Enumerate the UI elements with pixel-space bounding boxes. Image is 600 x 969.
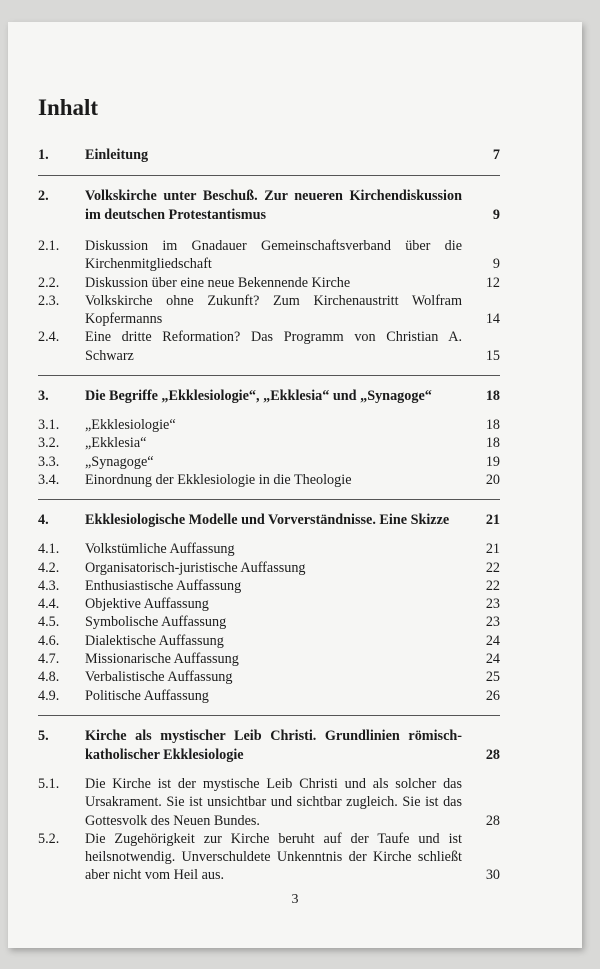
- entry-title: Symbolische Auffassung: [85, 614, 227, 631]
- entry-page: 18: [485, 388, 500, 405]
- table-of-contents: [38, 146, 500, 885]
- entry-title: Die Begriffe „Ekklesiologie“, „Ekklesia“ und „Synagoge“: [85, 388, 432, 405]
- entry-title: Missionarische Auffassung: [85, 651, 239, 668]
- entry-title: Politische Auffassung: [85, 687, 209, 704]
- chapter-entry: [38, 511, 500, 530]
- entry-page: 14: [485, 311, 500, 328]
- entry-title: „Ekklesiologie“: [85, 417, 176, 434]
- entry-page: 18: [485, 417, 500, 434]
- toc-entry: [38, 687, 500, 705]
- entry-page: 18: [485, 435, 500, 452]
- entry-number: 4.5.: [38, 614, 60, 631]
- entry-number: 3.2.: [38, 435, 60, 452]
- section-divider: [38, 375, 500, 376]
- toc-entry: [38, 434, 500, 452]
- entry-number: 4.1.: [38, 541, 60, 558]
- page-number: 3: [291, 892, 299, 907]
- entry-page: 21: [485, 541, 500, 558]
- entry-title: Die Zugehörigkeit zur Kirche beruht auf der Taufe und ist heilsnotwendig. Unverschuldete Unkenntnis der Kirche schließt aber nicht vom Heil aus.: [85, 830, 462, 884]
- entry-title: Organisatorisch-juristische Auffassung: [85, 559, 306, 576]
- section-divider: [38, 499, 500, 500]
- entry-title: Enthusiastische Auffassung: [85, 577, 242, 594]
- toc-entry: [38, 559, 500, 577]
- entry-number: 3.1.: [38, 417, 60, 434]
- toc-entry: [38, 830, 500, 885]
- entry-number: 4.: [38, 512, 49, 529]
- entry-title: Volkskirche unter Beschuß. Zur neueren Kirchendiskussion im deutschen Protestantismus: [85, 188, 462, 223]
- entry-title: Ekklesiologische Modelle und Vorverständnisse. Eine Skizze: [85, 512, 450, 529]
- toc-entry: [38, 595, 500, 613]
- entry-number: 1.: [38, 147, 49, 163]
- chapter-entry: [38, 187, 500, 225]
- entry-title: „Ekklesia“: [85, 435, 147, 452]
- entry-number: 2.2.: [38, 274, 60, 291]
- toc-entry: [38, 775, 500, 830]
- entry-title: Dialektische Auffassung: [85, 632, 224, 649]
- entry-page: 22: [485, 577, 500, 594]
- chapter-entry: [38, 146, 500, 165]
- entry-number: 3.3.: [38, 453, 60, 470]
- toc-entry: [38, 453, 500, 471]
- toc-entry: [38, 577, 500, 595]
- chapter-entry: [38, 727, 500, 765]
- toc-entry: [38, 471, 500, 489]
- section-divider: [38, 175, 500, 176]
- toc-entry: [38, 540, 500, 558]
- entry-page: 9: [492, 256, 500, 273]
- entry-number: 4.9.: [38, 687, 60, 704]
- entry-title: Diskussion über eine neue Bekennende Kirche: [85, 274, 351, 291]
- entry-page: 20: [485, 471, 500, 488]
- entry-page: 24: [485, 651, 500, 668]
- entry-number: 4.8.: [38, 669, 60, 686]
- entry-page: 24: [485, 632, 500, 649]
- entry-title: Verbalistische Auffassung: [85, 669, 233, 686]
- entry-number: 4.6.: [38, 632, 60, 649]
- entry-page: 22: [485, 559, 500, 576]
- entry-number: 4.7.: [38, 651, 60, 668]
- toc-entry: [38, 613, 500, 631]
- entry-page: 25: [485, 669, 500, 686]
- entry-number: 3.4.: [38, 471, 60, 488]
- toc-entry: [38, 650, 500, 668]
- entry-number: 4.4.: [38, 596, 60, 613]
- entry-title: Einordnung der Ekklesiologie in die Theologie: [85, 471, 352, 488]
- toc-entry: [38, 416, 500, 434]
- entry-number: 4.2.: [38, 559, 60, 576]
- entry-title: „Synagoge“: [85, 453, 154, 470]
- entry-number: 2.1.: [38, 238, 60, 254]
- entry-page: 12: [485, 274, 500, 291]
- entry-number: 4.3.: [38, 577, 60, 594]
- entry-title: Diskussion im Gnadauer Gemeinschaftsverband über die Kirchenmitgliedschaft: [85, 238, 462, 273]
- entry-page: 23: [485, 596, 500, 613]
- entry-number: 3.: [38, 388, 49, 405]
- entry-title: Objektive Auffassung: [85, 596, 209, 613]
- entry-page: 28: [485, 746, 500, 763]
- toc-entry: [38, 632, 500, 650]
- entry-title: Volkstümliche Auffassung: [85, 541, 235, 558]
- entry-title: Einleitung: [85, 147, 149, 163]
- entry-number: 2.: [38, 188, 49, 204]
- entry-number: 5.1.: [38, 775, 60, 792]
- entry-number: 5.2.: [38, 830, 60, 847]
- toc-entry: [38, 274, 500, 292]
- entry-title: Eine dritte Reformation? Das Programm von Christian A. Schwarz: [85, 329, 462, 364]
- entry-page: 9: [492, 207, 500, 223]
- entry-title: Volkskirche ohne Zukunft? Zum Kirchenaustritt Wolfram Kopfermanns: [85, 292, 462, 328]
- entry-page: 28: [485, 812, 500, 829]
- page-title: Inhalt: [38, 95, 99, 120]
- entry-title: Die Kirche ist der mystische Leib Christi und als solcher das Ursakrament. Sie ist unsichtbar und sichtbar zugleich. Sie ist das Gottesvolk des Neuen Bundes.: [85, 775, 462, 829]
- entry-page: 26: [485, 687, 500, 704]
- entry-number: 5.: [38, 727, 49, 744]
- toc-entry: [38, 668, 500, 686]
- section-divider: [38, 715, 500, 716]
- toc-entry: [38, 237, 500, 274]
- toc-entry: [38, 292, 500, 329]
- entry-page: 7: [492, 147, 500, 163]
- entry-title: Kirche als mystischer Leib Christi. Grundlinien römisch-katholischer Ekklesiologie: [85, 727, 462, 763]
- entry-page: 23: [485, 614, 500, 631]
- chapter-entry: [38, 387, 500, 406]
- book-page: [8, 22, 582, 948]
- entry-number: 2.4.: [38, 329, 60, 346]
- entry-number: 2.3.: [38, 292, 60, 309]
- entry-page: 30: [485, 867, 500, 884]
- entry-page: 15: [485, 347, 500, 364]
- entry-page: 19: [485, 453, 500, 470]
- toc-entry: [38, 328, 500, 365]
- entry-page: 21: [485, 512, 500, 529]
